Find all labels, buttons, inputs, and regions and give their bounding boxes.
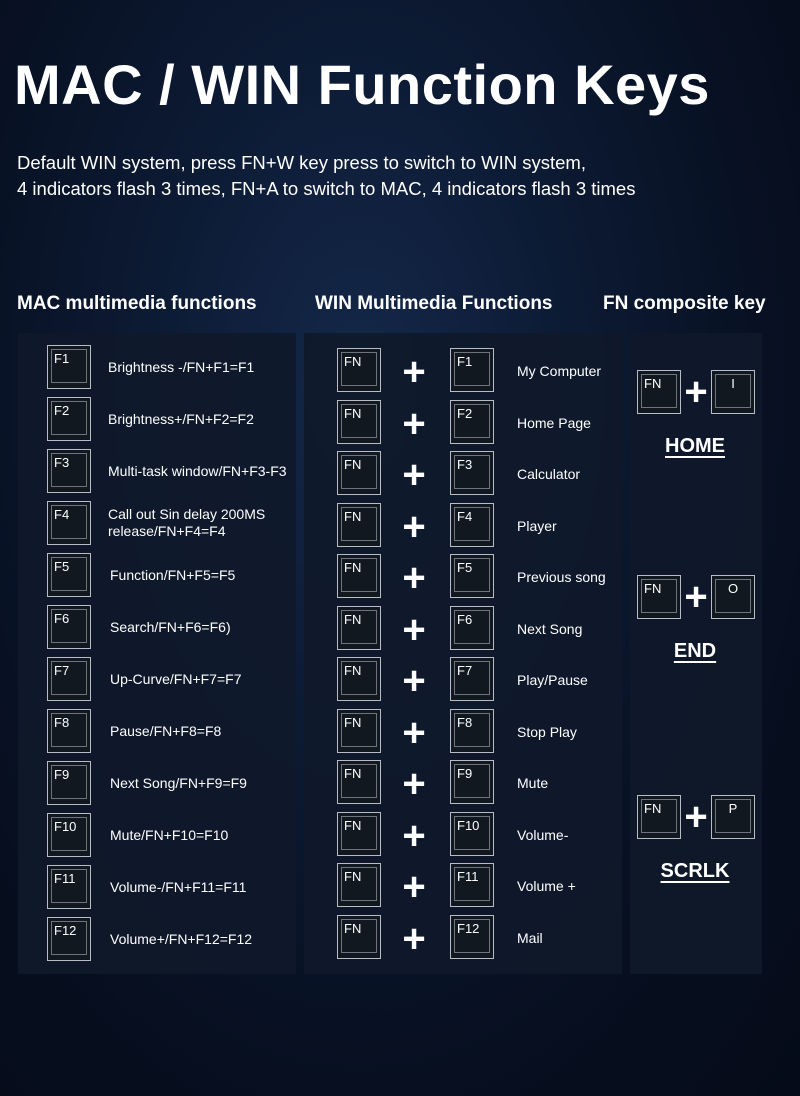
mac-key-f2 xyxy=(47,397,91,441)
key-label: P xyxy=(728,801,738,816)
key-label: F12 xyxy=(457,920,480,936)
key-label: F2 xyxy=(54,403,70,418)
win-function-text: My Computer xyxy=(517,363,602,379)
mac-panel xyxy=(18,333,296,974)
plus-sign: + xyxy=(402,401,426,446)
key-label: FN xyxy=(344,560,362,575)
mac-function-text: Mute/FN+F10=F10 xyxy=(110,826,229,843)
mac-function-text: Call out Sin delay 200MS release/FN+F4=F4 xyxy=(108,506,266,539)
combo-key-p xyxy=(711,795,755,839)
win-key-f2 xyxy=(450,400,494,444)
win-fn-key xyxy=(337,709,381,753)
win-function-text: Previous song xyxy=(517,569,606,585)
plus-sign: + xyxy=(402,556,426,600)
plus-sign: + xyxy=(402,916,426,961)
plus-sign: + xyxy=(684,370,708,414)
subtitle-line-2: 4 indicators flash 3 times, FN+A to switch to MAC, 4 indicators flash 3 times xyxy=(17,178,636,199)
win-function-text: Home Page xyxy=(517,414,591,431)
plus-sign: + xyxy=(402,453,426,497)
key-label: F8 xyxy=(457,714,473,730)
key-label: F1 xyxy=(457,354,473,369)
key-label: F2 xyxy=(457,405,473,421)
combo-fn-key xyxy=(637,370,681,414)
key-label: FN xyxy=(344,869,362,884)
win-function-text: Calculator xyxy=(517,466,581,482)
key-label: FN xyxy=(344,405,362,421)
plus-sign: + xyxy=(402,762,426,806)
mac-function-text: Brightness -/FN+F1=F1 xyxy=(108,358,255,375)
key-label: FN xyxy=(344,508,362,524)
key-label: F6 xyxy=(54,611,70,626)
win-fn-key xyxy=(337,863,381,907)
mac-function-text: Next Song/FN+F9=F9 xyxy=(110,774,247,791)
win-fn-key xyxy=(337,348,381,392)
mac-key-f4 xyxy=(47,501,91,545)
key-label: FN xyxy=(344,817,362,833)
mac-key-f5 xyxy=(47,553,91,597)
plus-sign: + xyxy=(402,350,426,394)
win-fn-key xyxy=(337,812,381,856)
combo-key-i xyxy=(711,370,755,414)
combo-fn-key xyxy=(637,575,681,619)
combo-fn-key xyxy=(637,795,681,839)
key-label: I xyxy=(731,376,735,391)
win-function-text: Next Song xyxy=(517,620,583,637)
win-fn-key xyxy=(337,503,381,547)
win-function-text: Player xyxy=(517,517,557,534)
mac-key-f11 xyxy=(47,865,91,909)
win-key-f9 xyxy=(450,760,494,804)
combo-result-label: SCRLK xyxy=(660,860,730,882)
win-key-f4 xyxy=(450,503,494,547)
key-label: FN xyxy=(344,354,362,369)
key-label: FN xyxy=(644,376,662,391)
plus-sign: + xyxy=(402,813,426,858)
key-label: F5 xyxy=(457,560,473,575)
mac-function-text: Volume+/FN+F12=F12 xyxy=(110,930,253,947)
mac-key-f9 xyxy=(47,761,91,805)
key-label: F7 xyxy=(457,663,473,678)
win-key-f1 xyxy=(450,348,494,392)
plus-sign: + xyxy=(684,795,708,839)
subtitle xyxy=(17,150,635,202)
mac-function-text: Volume-/FN+F11=F11 xyxy=(110,878,247,895)
combo-result-label: END xyxy=(673,640,717,662)
plus-sign: + xyxy=(402,504,426,549)
win-heading: WIN Multimedia Functions xyxy=(315,293,553,314)
win-fn-key xyxy=(337,760,381,804)
key-label: FN xyxy=(344,611,362,627)
win-fn-key xyxy=(337,915,381,959)
key-label: FN xyxy=(344,663,362,678)
mac-key-f10 xyxy=(47,813,91,857)
plus-sign: + xyxy=(684,575,708,619)
key-label: F9 xyxy=(54,767,70,782)
plus-sign: + xyxy=(402,659,426,703)
key-label: F4 xyxy=(54,507,70,522)
win-function-text: Stop Play xyxy=(517,723,577,740)
key-label: FN xyxy=(644,581,662,596)
plus-sign: + xyxy=(402,607,426,652)
mac-function-text: Search/FN+F6=F6) xyxy=(110,618,231,635)
mac-function-text: Multi-task window/FN+F3-F3 xyxy=(108,462,287,479)
key-label: F5 xyxy=(54,559,70,574)
win-function-text: Mail xyxy=(517,929,543,946)
win-function-text: Mute xyxy=(517,775,549,791)
win-key-f5 xyxy=(450,554,494,598)
key-label: FN xyxy=(644,801,662,816)
win-key-f7 xyxy=(450,657,494,701)
key-label: F10 xyxy=(457,817,480,833)
mac-function-text: Function/FN+F5=F5 xyxy=(110,566,236,583)
mac-key-f3 xyxy=(47,449,91,493)
key-label: F10 xyxy=(54,819,77,834)
win-fn-key xyxy=(337,554,381,598)
key-label: F9 xyxy=(457,766,473,781)
key-label: F1 xyxy=(54,351,70,366)
mac-heading: MAC multimedia functions xyxy=(17,293,257,314)
win-function-text: Volume + xyxy=(517,878,576,894)
key-label: F8 xyxy=(54,715,70,730)
key-label: F6 xyxy=(457,611,473,627)
mac-key-f6 xyxy=(47,605,91,649)
win-key-f6 xyxy=(450,606,494,650)
win-fn-key xyxy=(337,451,381,495)
key-label: FN xyxy=(344,920,362,936)
mac-function-text: Brightness+/FN+F2=F2 xyxy=(108,410,254,427)
win-fn-key xyxy=(337,657,381,701)
key-label: F7 xyxy=(54,663,70,678)
key-label: F3 xyxy=(457,457,473,472)
win-fn-key xyxy=(337,606,381,650)
key-label: FN xyxy=(344,714,362,730)
win-key-f10 xyxy=(450,812,494,856)
fn-heading: FN composite key xyxy=(603,293,766,314)
plus-sign: + xyxy=(402,710,426,755)
mac-key-f1 xyxy=(47,345,91,389)
win-fn-key xyxy=(337,400,381,444)
subtitle-line-1: Default WIN system, press FN+W key press to switch to WIN system, xyxy=(17,152,586,173)
mac-function-text: Pause/FN+F8=F8 xyxy=(110,722,222,739)
key-label: F4 xyxy=(457,508,473,524)
win-key-f8 xyxy=(450,709,494,753)
key-label: F11 xyxy=(457,869,479,884)
key-label: FN xyxy=(344,766,362,781)
plus-sign: + xyxy=(402,865,426,909)
mac-key-f8 xyxy=(47,709,91,753)
mac-key-f7 xyxy=(47,657,91,701)
key-label: F3 xyxy=(54,455,70,470)
win-panel xyxy=(304,333,622,974)
win-key-f3 xyxy=(450,451,494,495)
key-label: O xyxy=(727,581,739,596)
page-title: MAC / WIN Function Keys xyxy=(14,53,710,116)
win-key-f11 xyxy=(450,863,494,907)
mac-function-text: Up-Curve/FN+F7=F7 xyxy=(110,670,242,687)
win-function-text: Volume- xyxy=(517,826,569,843)
combo-result-label: HOME xyxy=(665,435,725,457)
fn-panel xyxy=(630,333,762,974)
win-key-f12 xyxy=(450,915,494,959)
combo-key-o xyxy=(711,575,755,619)
key-label: F11 xyxy=(54,871,76,886)
mac-key-f12 xyxy=(47,917,91,961)
key-label: F12 xyxy=(54,923,77,938)
key-label: FN xyxy=(344,457,362,472)
win-function-text: Play/Pause xyxy=(517,672,588,688)
